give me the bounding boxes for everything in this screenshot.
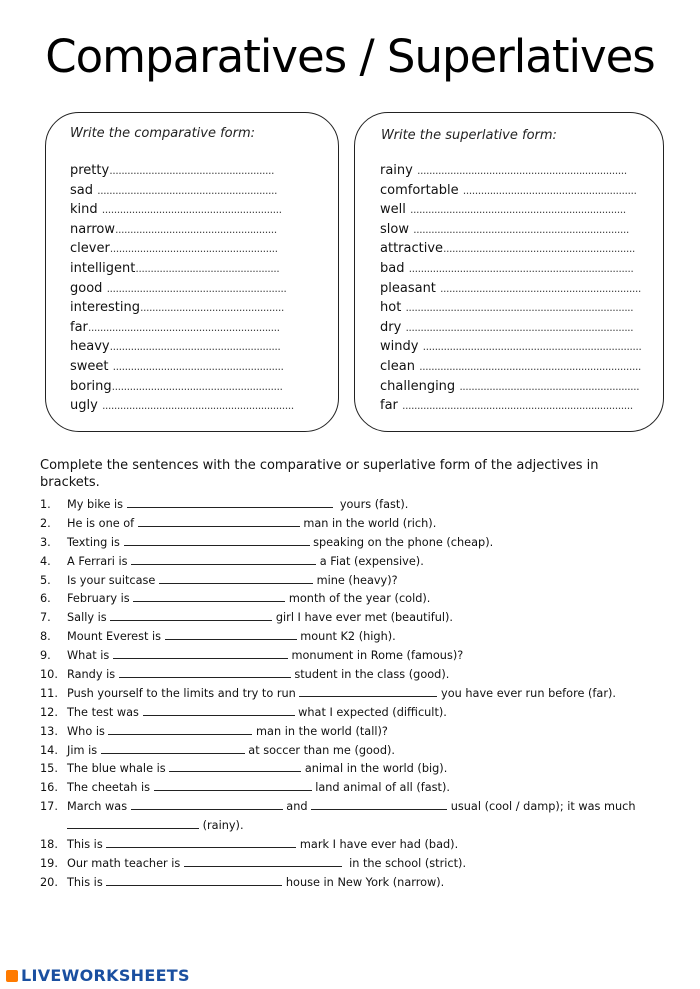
sentence-start: Texting is xyxy=(67,535,120,549)
sentence-start: February is xyxy=(67,592,130,606)
list-item xyxy=(40,855,636,874)
sentence-start: This is xyxy=(67,838,103,852)
list-item xyxy=(40,779,636,798)
instructions-text: Complete the sentences with the comparative or superlative form of the adjectives in brackets. xyxy=(40,458,599,490)
adjective: well xyxy=(380,202,406,218)
sentence-start: Randy is xyxy=(67,668,116,682)
list-item xyxy=(40,666,636,685)
item-number: 11. xyxy=(40,686,58,700)
adjective: intelligent xyxy=(70,260,136,276)
item-number: 12. xyxy=(40,705,58,719)
answer-dots: ........................................................................ xyxy=(413,222,629,236)
answer-dots: ................................................................ xyxy=(101,399,294,413)
answer-dots: ............................................................ xyxy=(97,183,277,197)
answer-blank[interactable] xyxy=(131,553,316,565)
answer-blank[interactable] xyxy=(108,723,252,735)
list-item xyxy=(40,647,636,666)
sentence-end: animal in the world (big). xyxy=(304,762,448,776)
answer-dots: ................................................................... xyxy=(440,281,641,295)
list-item[interactable] xyxy=(70,357,294,377)
list-item xyxy=(40,798,636,836)
adjective: ugly xyxy=(70,398,98,414)
item-number: 19. xyxy=(40,856,58,870)
list-item xyxy=(40,628,636,647)
answer-blank[interactable] xyxy=(154,779,312,791)
adjective: pretty xyxy=(70,163,110,178)
answer-dots: ......................................................................... xyxy=(422,340,642,354)
answer-blank[interactable] xyxy=(184,855,342,867)
sentence-start: My bike is xyxy=(67,498,124,511)
answer-dots: ........................................................................... xyxy=(408,261,634,275)
list-item[interactable] xyxy=(70,396,294,416)
list-item[interactable] xyxy=(70,259,294,279)
item-number: 7. xyxy=(40,611,51,625)
sentence-start: March was xyxy=(67,800,128,814)
sentence-end: land animal of all (fast). xyxy=(315,781,450,795)
adjective: attractive xyxy=(380,241,444,257)
sentence-list xyxy=(40,496,636,893)
comparative-box-heading: Write the comparative form: xyxy=(70,126,256,141)
list-item xyxy=(40,760,636,779)
sentence-start: Mount Everest is xyxy=(67,630,162,644)
list-item xyxy=(40,553,636,572)
item-number: 20. xyxy=(40,875,58,889)
sentence-start: Our math teacher is xyxy=(67,856,181,870)
sentence-middle: and xyxy=(286,800,308,814)
continuation-line xyxy=(67,817,244,836)
answer-dots: ......................................................... xyxy=(111,379,283,393)
list-item xyxy=(40,572,636,591)
adjective: challenging xyxy=(380,378,456,394)
sentence-start: He is one of xyxy=(67,516,135,530)
answer-blank[interactable] xyxy=(299,685,437,697)
answer-blank[interactable] xyxy=(143,704,295,716)
list-item[interactable] xyxy=(380,259,641,279)
list-item[interactable] xyxy=(380,357,641,377)
list-item[interactable] xyxy=(70,279,294,299)
adjective: pleasant xyxy=(380,280,436,296)
list-item xyxy=(40,874,636,893)
answer-dots: ............................................................ xyxy=(101,203,282,217)
adjective: sad xyxy=(70,182,93,198)
sentence-start: The test was xyxy=(67,705,139,719)
sentence-end: mine (heavy)? xyxy=(316,573,398,587)
answer-blank[interactable] xyxy=(113,647,288,659)
sentence-end: yours (fast). xyxy=(339,498,409,511)
list-item xyxy=(40,704,636,723)
answer-dots: .......................................................................... xyxy=(419,359,641,373)
list-item xyxy=(40,609,636,628)
item-number: 18. xyxy=(40,838,58,852)
sentence-end: man in the world (tall)? xyxy=(256,724,388,738)
list-item xyxy=(40,723,636,742)
superlative-box-heading: Write the superlative form: xyxy=(381,128,557,143)
answer-dots: ........................................................ xyxy=(109,242,278,256)
answer-dots: ...................................................................... xyxy=(417,164,627,177)
adjective: narrow xyxy=(70,221,115,237)
liveworksheets-logo[interactable] xyxy=(6,966,190,985)
answer-dots: ............................................................ xyxy=(106,281,287,295)
answer-blank[interactable] xyxy=(124,534,310,546)
list-item[interactable] xyxy=(380,377,641,397)
list-item[interactable] xyxy=(380,396,641,416)
item-number: 1. xyxy=(40,498,51,511)
adjective: comfortable xyxy=(380,182,459,198)
answer-blank[interactable] xyxy=(67,817,199,829)
item-number: 16. xyxy=(40,781,58,795)
answer-dots: ................................................ xyxy=(139,301,284,315)
adjective: boring xyxy=(70,378,112,394)
sentence-end: a Fiat (expensive). xyxy=(319,554,424,568)
list-item xyxy=(40,836,636,855)
item-number: 3. xyxy=(40,535,51,549)
answer-blank[interactable] xyxy=(106,836,296,848)
answer-blank[interactable] xyxy=(311,798,447,810)
sentence-end: you have ever run before (far). xyxy=(441,686,616,700)
answer-blank[interactable] xyxy=(165,628,297,640)
adjective: kind xyxy=(70,202,98,218)
list-item[interactable] xyxy=(380,239,641,259)
list-item[interactable] xyxy=(380,181,641,201)
list-item[interactable] xyxy=(380,298,641,318)
item-number: 8. xyxy=(40,630,51,644)
answer-blank[interactable] xyxy=(106,874,282,886)
sentence-end: what I expected (difficult). xyxy=(298,705,447,719)
answer-blank[interactable] xyxy=(131,798,283,810)
sentence-start: Jim is xyxy=(67,743,98,757)
answer-blank[interactable] xyxy=(119,666,291,678)
sentence-start: Is your suitcase xyxy=(67,573,156,587)
list-item[interactable] xyxy=(380,318,641,338)
answer-dots: ................................................................ xyxy=(87,320,280,334)
sentence-start: The blue whale is xyxy=(67,762,166,776)
list-item xyxy=(40,496,636,515)
answer-dots: ......................................................... xyxy=(109,340,281,354)
superlative-box xyxy=(354,112,664,432)
sentence-start: Push yourself to the limits and try to run xyxy=(67,686,296,700)
sentence-end: house in New York (narrow). xyxy=(285,875,445,889)
sentence-end: girl I have ever met (beautiful). xyxy=(275,611,454,625)
item-number: 17. xyxy=(40,800,58,814)
answer-dots: ............................................................................ xyxy=(405,320,634,334)
list-item[interactable] xyxy=(70,220,294,240)
sentence-start: A Ferrari is xyxy=(67,554,128,568)
item-number: 5. xyxy=(40,573,51,587)
list-item[interactable] xyxy=(380,200,641,220)
adjective: good xyxy=(70,280,103,296)
liveworksheets-logo-icon xyxy=(6,970,18,982)
adjective: heavy xyxy=(70,339,110,355)
sentence-end: man in the world (rich). xyxy=(303,516,437,530)
adjective: sweet xyxy=(70,358,109,374)
adjective: rainy xyxy=(380,163,413,178)
sentence-end: in the school (strict). xyxy=(349,856,467,870)
sentence-continuation: (rainy). xyxy=(202,819,244,833)
logo-text: LIVEWORKSHEETS xyxy=(21,966,190,985)
list-item[interactable] xyxy=(70,318,294,338)
adjective: bad xyxy=(380,260,405,276)
adjective: windy xyxy=(380,339,419,355)
list-item xyxy=(40,590,636,609)
list-item[interactable] xyxy=(70,181,294,201)
list-item[interactable] xyxy=(380,220,641,240)
list-item xyxy=(40,515,636,534)
sentence-end: mark I have ever had (bad). xyxy=(299,838,459,852)
sentence-end: usual (cool / damp); it was much xyxy=(450,800,636,814)
list-item[interactable] xyxy=(70,298,294,318)
adjective: clean xyxy=(380,358,415,374)
list-item[interactable] xyxy=(380,337,641,357)
list-item xyxy=(40,685,636,704)
superlative-word-list xyxy=(380,161,641,416)
sentence-end: mount K2 (high). xyxy=(300,630,396,644)
item-number: 10. xyxy=(40,668,58,682)
answer-dots: ............................................................ xyxy=(459,379,640,393)
answer-blank[interactable] xyxy=(133,590,285,602)
answer-blank[interactable] xyxy=(101,742,245,754)
sentence-end: student in the class (good). xyxy=(294,668,450,682)
list-item[interactable] xyxy=(70,161,294,181)
item-number: 9. xyxy=(40,649,51,663)
answer-dots: ............................................................................ xyxy=(405,301,634,315)
answer-dots: ............................................................................. xyxy=(402,399,633,413)
list-item[interactable] xyxy=(70,377,294,397)
sentence-end: monument in Rome (famous)? xyxy=(291,649,464,663)
item-number: 6. xyxy=(40,592,51,606)
worksheet-title: Comparatives / Superlatives xyxy=(45,30,655,83)
answer-blank[interactable] xyxy=(138,515,300,527)
sentence-start: What is xyxy=(67,649,110,663)
list-item xyxy=(40,534,636,553)
answer-dots: ................................................................ xyxy=(443,242,635,256)
sentence-end: at soccer than me (good). xyxy=(248,743,396,757)
answer-dots: ................................................ xyxy=(135,261,280,275)
answer-blank[interactable] xyxy=(127,496,333,508)
answer-dots: .......................................................... xyxy=(462,183,637,197)
adjective: interesting xyxy=(70,300,140,316)
adjective: dry xyxy=(380,319,402,335)
comparative-box xyxy=(45,112,339,432)
sentence-end: month of the year (cold). xyxy=(288,592,431,606)
list-item[interactable] xyxy=(70,239,294,259)
answer-blank[interactable] xyxy=(159,572,313,584)
sentence-start: The cheetah is xyxy=(67,781,151,795)
sentence-end: speaking on the phone (cheap). xyxy=(313,535,494,549)
adjective: slow xyxy=(380,221,409,237)
list-item xyxy=(40,742,636,761)
comparative-word-list xyxy=(70,161,294,416)
list-item[interactable] xyxy=(70,200,294,220)
sentence-start: This is xyxy=(67,875,103,889)
list-item[interactable] xyxy=(380,161,641,181)
answer-dots: ........................................................................ xyxy=(410,203,626,217)
item-number: 4. xyxy=(40,554,51,568)
adjective: far xyxy=(70,319,88,335)
sentence-start: Sally is xyxy=(67,611,107,625)
answer-dots: ......................................................... xyxy=(112,359,284,373)
answer-blank[interactable] xyxy=(169,760,301,772)
answer-dots: ....................................................... xyxy=(109,164,275,177)
item-number: 15. xyxy=(40,762,58,776)
item-number: 2. xyxy=(40,516,51,530)
item-number: 14. xyxy=(40,743,58,757)
list-item[interactable] xyxy=(70,337,294,357)
adjective: clever xyxy=(70,241,110,257)
list-item[interactable] xyxy=(380,279,641,299)
answer-blank[interactable] xyxy=(110,609,272,621)
adjective: hot xyxy=(380,300,402,316)
answer-dots: ...................................................... xyxy=(114,222,277,236)
item-number: 13. xyxy=(40,724,58,738)
adjective: far xyxy=(380,398,398,414)
sentence-start: Who is xyxy=(67,724,105,738)
